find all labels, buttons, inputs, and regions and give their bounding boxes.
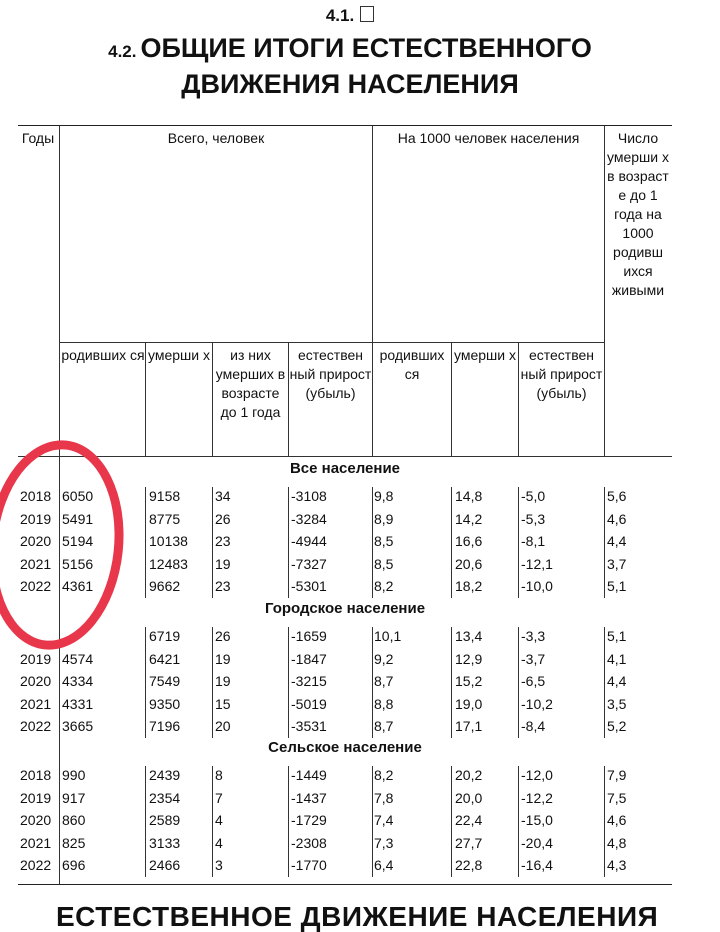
- cell-births: 5156: [62, 555, 94, 572]
- cell-births: 5491: [62, 510, 94, 527]
- cell-births-rate: 6,4: [374, 857, 394, 873]
- cell-births: 4574: [62, 650, 94, 667]
- cell-infant-mortality: 4,8: [607, 834, 627, 851]
- group-title: Все население: [289, 460, 401, 477]
- cell-infant-deaths: 4: [215, 834, 223, 851]
- cell-infant-deaths: 23: [215, 578, 231, 594]
- cell-deaths: 10138: [149, 533, 188, 549]
- cell-infant-deaths: 15: [215, 695, 231, 712]
- header-bottom-line: [18, 456, 672, 457]
- cell-deaths-rate: 22,4: [455, 812, 483, 828]
- cell-births: 4334: [62, 673, 94, 689]
- header-natural-rate: естествен ный прирост (убыль): [520, 347, 603, 401]
- next-section-title: ЕСТЕСТВЕННОЕ ДВИЖЕНИЕ НАСЕЛЕНИЯ: [56, 902, 659, 932]
- data-col-divider: [145, 627, 146, 738]
- cell-natural-growth: -1449: [291, 767, 327, 783]
- cell-natural-rate: -12,1: [521, 555, 553, 572]
- cell-natural-growth: -3215: [291, 673, 327, 689]
- cell-deaths-rate: 16,6: [455, 533, 483, 549]
- cell-natural-growth: -2308: [291, 834, 327, 851]
- cell-year: 2020: [20, 673, 52, 689]
- cell-year: 2022: [20, 578, 52, 594]
- cell-deaths-rate: 20,0: [455, 789, 483, 806]
- cell-births-rate: 8,2: [374, 578, 394, 594]
- header-total: Всего, человек: [167, 130, 265, 146]
- header-natural-growth: естествен ный прирост (убыль): [289, 347, 372, 401]
- cell-infant-deaths: 4: [215, 812, 223, 828]
- header-infant-mortality: Число умерши х в возраст е до 1 года на 1000 родивш ихся живыми: [607, 130, 669, 298]
- data-col-divider: [372, 766, 373, 877]
- cell-year: 2020: [20, 812, 52, 828]
- cell-natural-growth: -4944: [291, 533, 327, 549]
- data-col-divider: [145, 766, 146, 877]
- title-number: 4.2.: [108, 42, 137, 61]
- cell-natural-rate: -8,1: [521, 533, 546, 549]
- cell-births-rate: 8,8: [374, 695, 394, 712]
- cell-deaths: 7196: [149, 718, 181, 734]
- cell-infant-mortality: 7,9: [607, 767, 627, 783]
- cell-year: 2019: [20, 510, 52, 527]
- cell-infant-mortality: 3,5: [607, 695, 627, 712]
- cell-deaths: 2466: [149, 857, 181, 873]
- cell-year: 2022: [20, 857, 52, 873]
- header-infant-deaths: из них умерших в возрасте до 1 года: [215, 347, 286, 420]
- cell-deaths-rate: 13,4: [455, 628, 483, 644]
- data-col-divider: [288, 627, 289, 738]
- data-col-divider: [288, 766, 289, 877]
- cell-births: 990: [62, 767, 86, 783]
- section-number: [0, 6, 700, 26]
- cell-deaths: 2439: [149, 767, 181, 783]
- cell-natural-rate: -10,2: [521, 695, 553, 712]
- cell-deaths: 2589: [149, 812, 181, 828]
- header-subrow-line: [59, 342, 604, 343]
- cell-deaths: 6719: [149, 628, 181, 644]
- cell-natural-rate: -3,3: [521, 628, 546, 644]
- data-col-divider: [212, 487, 213, 598]
- data-col-divider: [604, 627, 605, 738]
- col-divider-years: [59, 126, 60, 884]
- cell-births-rate: 10,1: [374, 628, 402, 644]
- cell-infant-deaths: 19: [215, 650, 231, 667]
- cell-deaths-rate: 22,8: [455, 857, 483, 873]
- cell-deaths-rate: 14,2: [455, 510, 483, 527]
- cell-deaths: 9350: [149, 695, 181, 712]
- cell-births: 4361: [62, 578, 94, 594]
- header-per1000: На 1000 человек населения: [397, 130, 580, 146]
- cell-infant-deaths: 26: [215, 628, 231, 644]
- title-line-1-text: ОБЩИЕ ИТОГИ ЕСТЕСТВЕННОГО: [140, 33, 592, 63]
- cell-natural-growth: -5301: [291, 578, 327, 594]
- cell-year: 2021: [20, 695, 52, 712]
- cell-deaths: 9158: [149, 488, 181, 504]
- col-divider-total: [372, 126, 373, 456]
- cell-births: 4331: [62, 695, 94, 712]
- cell-infant-mortality: 4,3: [607, 857, 627, 873]
- cell-infant-deaths: 3: [215, 857, 223, 873]
- cell-infant-deaths: 23: [215, 533, 231, 549]
- cell-deaths-rate: 20,2: [455, 767, 483, 783]
- data-col-divider: [145, 487, 146, 598]
- cell-natural-growth: -1659: [291, 628, 327, 644]
- group-title: Сельское население: [268, 739, 422, 756]
- cell-natural-rate: -10,0: [521, 578, 553, 594]
- data-col-divider: [518, 766, 519, 877]
- cell-deaths: 3133: [149, 834, 181, 851]
- cell-natural-growth: -1729: [291, 812, 327, 828]
- header-years: Годы: [21, 130, 55, 146]
- cell-natural-rate: -16,4: [521, 857, 553, 873]
- data-col-divider: [518, 487, 519, 598]
- cell-infant-mortality: 4,6: [607, 812, 627, 828]
- cell-year: 2022: [20, 718, 52, 734]
- cell-infant-mortality: 5,6: [607, 488, 627, 504]
- cell-deaths-rate: 15,2: [455, 673, 483, 689]
- cell-deaths: 8775: [149, 510, 181, 527]
- cell-year: 2021: [20, 834, 52, 851]
- cell-births-rate: 8,9: [374, 510, 394, 527]
- data-col-divider: [212, 766, 213, 877]
- data-col-divider: [451, 766, 452, 877]
- title-line-2: ДВИЖЕНИЯ НАСЕЛЕНИЯ: [181, 69, 519, 99]
- statistics-table: [18, 125, 672, 885]
- header-births: родивших ся: [61, 347, 145, 363]
- cell-natural-growth: -1770: [291, 857, 327, 873]
- cell-births-rate: 8,5: [374, 555, 394, 572]
- header-deaths: умерши х: [148, 347, 210, 363]
- cell-year: 2019: [20, 650, 52, 667]
- data-col-divider: [451, 487, 452, 598]
- cell-infant-mortality: 4,6: [607, 510, 627, 527]
- cell-year: 2020: [20, 533, 52, 549]
- cell-births-rate: 9,8: [374, 488, 394, 504]
- cell-infant-mortality: 5,1: [607, 628, 627, 644]
- data-col-divider: [518, 627, 519, 738]
- cell-deaths: 2354: [149, 789, 181, 806]
- cell-natural-rate: -8,4: [521, 718, 546, 734]
- cell-births: 6050: [62, 488, 94, 504]
- page-title: [0, 32, 700, 100]
- cell-infant-deaths: 8: [215, 767, 223, 783]
- cell-natural-growth: -1437: [291, 789, 327, 806]
- cell-natural-rate: -15,0: [521, 812, 553, 828]
- cell-deaths: 9662: [149, 578, 181, 594]
- data-col-divider: [288, 487, 289, 598]
- cell-deaths-rate: 20,6: [455, 555, 483, 572]
- cell-infant-deaths: 20: [215, 718, 231, 734]
- cell-deaths-rate: 17,1: [455, 718, 483, 734]
- cell-year: 2019: [20, 789, 52, 806]
- cell-births: 825: [62, 834, 86, 851]
- cell-infant-mortality: 4,4: [607, 673, 627, 689]
- cell-infant-mortality: 4,1: [607, 650, 627, 667]
- cell-year: 2021: [20, 555, 52, 572]
- cell-births: 917: [62, 789, 86, 806]
- cell-natural-rate: -5,0: [521, 488, 546, 504]
- cell-infant-deaths: 19: [215, 555, 231, 572]
- data-col-divider: [372, 627, 373, 738]
- cell-infant-deaths: 7: [215, 789, 223, 806]
- cell-deaths-rate: 19,0: [455, 695, 483, 712]
- cell-deaths: 12483: [149, 555, 188, 572]
- cell-births: 5194: [62, 533, 94, 549]
- cell-natural-growth: -1847: [291, 650, 327, 667]
- cell-infant-mortality: 5,2: [607, 718, 627, 734]
- cell-deaths-rate: 12,9: [455, 650, 483, 667]
- data-col-divider: [604, 766, 605, 877]
- cell-infant-deaths: 19: [215, 673, 231, 689]
- cell-natural-growth: -3108: [291, 488, 327, 504]
- title-line-1: [0, 32, 700, 68]
- header-births-rate: родивших ся: [379, 347, 445, 382]
- cell-natural-growth: -7327: [291, 555, 327, 572]
- group-title: Городское население: [264, 600, 426, 617]
- cell-natural-growth: -3284: [291, 510, 327, 527]
- section-number-text: 4.1.: [325, 6, 355, 25]
- cell-births-rate: 7,4: [374, 812, 394, 828]
- cell-births: 860: [62, 812, 86, 828]
- cell-natural-rate: -5,3: [521, 510, 546, 527]
- header-deaths-rate: умерши х: [454, 347, 516, 363]
- cell-births-rate: 7,8: [374, 789, 394, 806]
- data-col-divider: [212, 627, 213, 738]
- cell-natural-growth: -3531: [291, 718, 327, 734]
- cell-births-rate: 8,5: [374, 533, 394, 549]
- cell-year: 2018: [20, 767, 52, 783]
- cell-natural-rate: -12,0: [521, 767, 553, 783]
- cell-natural-rate: -3,7: [521, 650, 546, 667]
- cell-deaths-rate: 27,7: [455, 834, 483, 851]
- cell-births-rate: 8,2: [374, 767, 394, 783]
- data-col-divider: [604, 487, 605, 598]
- cell-births-rate: 9,2: [374, 650, 394, 667]
- cell-natural-rate: -12,2: [521, 789, 553, 806]
- cell-deaths: 7549: [149, 673, 181, 689]
- cell-births: 3665: [62, 718, 94, 734]
- cell-infant-deaths: 34: [215, 488, 231, 504]
- data-col-divider: [451, 627, 452, 738]
- cell-births: 696: [62, 857, 86, 873]
- cell-births-rate: 8,7: [374, 718, 394, 734]
- cell-year: 2018: [20, 488, 52, 504]
- cell-natural-rate: -20,4: [521, 834, 553, 851]
- col-divider-per1000: [604, 126, 605, 456]
- missing-glyph-icon: [360, 6, 374, 22]
- cell-natural-growth: -5019: [291, 695, 327, 712]
- cell-births-rate: 8,7: [374, 673, 394, 689]
- cell-births-rate: 7,3: [374, 834, 394, 851]
- cell-natural-rate: -6,5: [521, 673, 546, 689]
- cell-deaths-rate: 14,8: [455, 488, 483, 504]
- data-col-divider: [372, 487, 373, 598]
- cell-infant-mortality: 3,7: [607, 555, 627, 572]
- cell-infant-mortality: 5,1: [607, 578, 627, 594]
- cell-infant-mortality: 4,4: [607, 533, 627, 549]
- cell-infant-mortality: 7,5: [607, 789, 627, 806]
- cell-deaths-rate: 18,2: [455, 578, 483, 594]
- cell-deaths: 6421: [149, 650, 181, 667]
- cell-infant-deaths: 26: [215, 510, 231, 527]
